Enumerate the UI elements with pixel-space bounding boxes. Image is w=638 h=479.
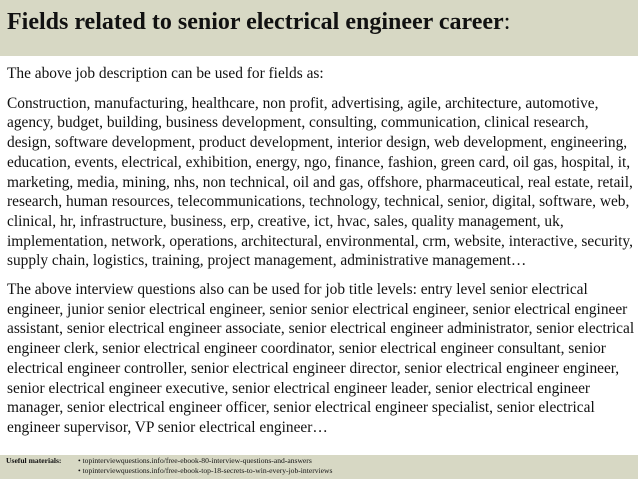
footer-label-spacer: [6, 466, 78, 476]
footer-link-18-secrets[interactable]: • topinterviewquestions.info/free-ebook-top-18-secrets-to-win-every-job-interviews: [78, 466, 333, 475]
slide-body: [7, 64, 635, 447]
footer-row-2: [6, 466, 638, 476]
slide-title-text: Fields related to senior electrical engineer career: [7, 9, 504, 35]
intro-text: The above job description can be used for fields as:: [7, 65, 324, 82]
job-levels-paragraph: The above interview questions also can be used for job title levels: entry level senior electrical engineer, junior senior electrical engineer, senior senior electrical engineer, senior electrical engineer assistant, senior electrical engineer associate, senior electrical engineer administrator, senior electrical engineer clerk, senior electrical engineer coordinator, senior electrical engineer consultant, senior electrical engineer controller, senior electrical engineer director, senior electrical engineer engineer, senior electrical engineer executive, senior electrical engineer leader, senior electrical engineer manager, senior electrical engineer officer, senior electrical engineer specialist, senior electrical engineer supervisor, VP senior electrical engineer…: [7, 281, 635, 436]
footer-label: Useful materials:: [6, 456, 62, 465]
fields-paragraph: Construction, manufacturing, healthcare, non profit, advertising, agile, architecture, automotive, agency, budget, building, business development, consulting, communication, clinical research, design, software development, product development, interior design, web development, engineering, education, events, electrical, exhibition, energy, ngo, finance, fashion, green card, oil gas, hospital, it, marketing, media, mining, nhs, non technical, oil and gas, offshore, pharmaceutical, real estate, retail, research, human resources, telecommunications, technology, technical, senior, digital, software, web, clinical, hr, infrastructure, business, erp, creative, ict, hvac, sales, quality management, uk, implementation, network, operations, architectural, environmental, crm, website, interactive, security, supply chain, logistics, training, project management, administrative management…: [7, 94, 633, 270]
title-bar: [0, 0, 638, 56]
slide-title: [7, 9, 638, 36]
footer-link-80-questions[interactable]: • topinterviewquestions.info/free-ebook-80-interview-questions-and-answers: [78, 456, 312, 465]
footer-bar: [0, 455, 638, 479]
footer-row-1: [6, 456, 638, 466]
slide-title-colon: :: [503, 9, 511, 35]
